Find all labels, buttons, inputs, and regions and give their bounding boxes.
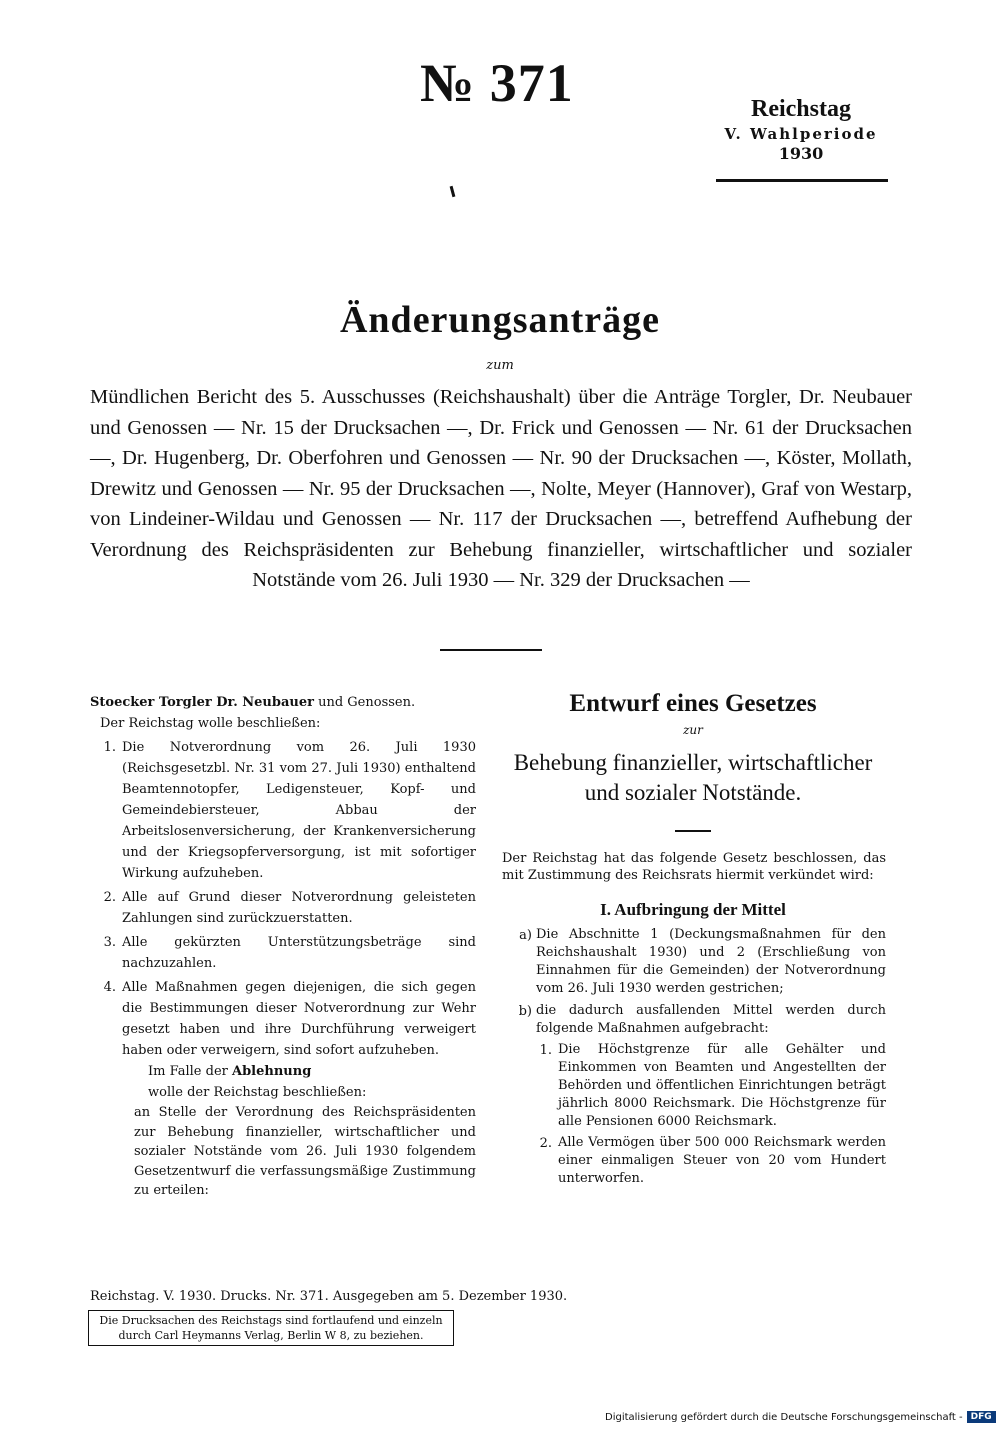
law-divider xyxy=(675,830,711,832)
enactment-clause: Der Reichstag hat das folgende Gesetz beschlossen, das mit Zustimmung des Reichsrats hiermit verkündet wird: xyxy=(502,850,886,883)
sub-list-item xyxy=(500,1041,886,1131)
resolve-line: Der Reichstag wolle beschließen: xyxy=(100,716,321,731)
law-subtitle: Behebung finanzieller, wirtschaftlicher und sozialer Notstände. xyxy=(513,750,873,805)
document-number: № 371 xyxy=(420,53,574,113)
distribution-notice: Die Drucksachen des Reichstags sind fortlaufend und einzeln durch Carl Heymanns Verlag, Berlin W 8, zu beziehen. xyxy=(88,1310,454,1346)
sub-list-item xyxy=(500,1134,886,1188)
list-item xyxy=(90,737,476,884)
center-divider xyxy=(440,649,542,651)
list-item xyxy=(90,887,476,929)
list-item-number: 3. xyxy=(103,935,116,950)
list-item-label: a) xyxy=(519,928,532,943)
sub-list-item-number: 1. xyxy=(539,1043,552,1058)
print-speck xyxy=(450,186,456,197)
list-item-text: die dadurch ausfallenden Mittel werden durch folgende Maßnahmen aufgebracht: xyxy=(536,1003,886,1036)
page-title: Änderungsanträge xyxy=(339,299,661,341)
left-column xyxy=(90,692,476,1201)
section-heading: I. Aufbringung der Mittel xyxy=(600,899,786,919)
list-item xyxy=(90,932,476,974)
right-column xyxy=(500,690,886,1188)
list-item xyxy=(500,1002,886,1038)
list-item-text: Die Notverordnung vom 26. Juli 1930 (Reichsgesetzbl. Nr. 31 vom 27. Juli 1930) enthaltend Beamtennotopfer, Ledigensteuer, Kopf- und Gemeindebiersteuer, Abbau der Arbeitslosenversicherung, der Krankenversicherung und der Kriegsopferversorgung, ist mit sofortiger Wirkung aufzuheben. xyxy=(122,740,476,881)
final-paragraph: an Stelle der Verordnung des Reichspräsidenten zur Behebung finanzieller, wirtschaftlicher und sozialer Notstände vom 26. Juli 1930 folgendem Gesetzentwurf die verfassungsmäßige Zustimmung zu erteilen: xyxy=(134,1105,476,1198)
list-item xyxy=(500,926,886,998)
list-item-number: 4. xyxy=(103,980,116,995)
fallback-prefix: Im Falle der xyxy=(148,1064,228,1079)
dfg-credit-text: Digitalisierung gefördert durch die Deutsche Forschungsgemeinschaft - xyxy=(605,1411,963,1423)
reichstag-year: 1930 xyxy=(778,144,824,163)
fallback-resolve: wolle der Reichstag beschließen: xyxy=(148,1085,367,1100)
list-item xyxy=(90,977,476,1061)
list-item-text: Alle Maßnahmen gegen diejenigen, die sich gegen die Bestimmungen dieser Notverordnung zur Wehr gesetzt haben und ihre Durchführung verweigert haben oder verweigern, sind sofort aufzuheben. xyxy=(122,980,476,1058)
dfg-logo: DFG xyxy=(967,1411,996,1423)
list-item-number: 2. xyxy=(103,890,116,905)
dfg-credit xyxy=(605,1411,996,1423)
reichstag-block xyxy=(712,96,890,163)
sub-list-item-text: Die Höchstgrenze für alle Gehälter und Einkommen von Beamten und Angestellten der Behörden und öffentlichen Einrichtungen beträgt jährlich 8000 Reichsmark. Die Höchstgrenze für alle Pensionen 6000 Reichsmark. xyxy=(558,1042,886,1129)
zum-label: zum xyxy=(486,358,514,373)
sponsors xyxy=(90,692,476,713)
law-zur: zur xyxy=(683,722,703,737)
law-title: Entwurf eines Gesetzes xyxy=(569,690,817,717)
reichstag-period: V. Wahlperiode xyxy=(724,125,878,143)
sub-list-item-text: Alle Vermögen über 500 000 Reichsmark werden einer einmaligen Steuer von 20 vom Hundert unterworfen. xyxy=(558,1135,886,1186)
sponsor-suffix: und Genossen. xyxy=(318,695,416,710)
sub-list-item-number: 2. xyxy=(539,1136,552,1151)
fallback-line xyxy=(90,1061,476,1082)
list-item-text: Alle gekürzten Unterstützungsbeträge sind nachzuzahlen. xyxy=(122,935,476,971)
list-item-text: Die Abschnitte 1 (Deckungsmaßnahmen für den Reichshaushalt 1930) und 2 (Erschließung von Einnahmen für die Gemeinden) der Notverordnung vom 26. Juli 1930 werden gestrichen; xyxy=(536,927,886,996)
report-description: Mündlichen Bericht des 5. Ausschusses (Reichshaushalt) über die Anträge Torgler, Dr. Neubauer und Genossen — Nr. 15 der Drucksachen —, Dr. Frick und Genossen — Nr. 61 der Drucksachen —, Dr. Hugenberg, Dr. Oberfohren und Genossen — Nr. 90 der Drucksachen —, Köster, Mollath, Drewitz und Genossen — Nr. 95 der Drucksachen —, Nolte, Meyer (Hannover), Graf von Westarp, von Lindeiner-Wildau und Genossen — Nr. 117 der Drucksachen —, betreffend Aufhebung der Verordnung des Reichspräsidenten zur Behebung finanzieller, wirtschaftlicher und sozialer Notstände vom 26. Juli 1930 — Nr. 329 der Drucksachen — xyxy=(90,386,912,591)
sponsor-names: Stoecker Torgler Dr. Neubauer xyxy=(90,695,314,710)
fallback-word: Ablehnung xyxy=(232,1064,312,1079)
reichstag-title: Reichstag xyxy=(751,96,851,122)
reichstag-rule xyxy=(716,179,888,182)
list-item-text: Alle auf Grund dieser Notverordnung geleisteten Zahlungen sind zurückzuerstatten. xyxy=(122,890,476,926)
list-item-label: b) xyxy=(518,1004,532,1019)
list-item-number: 1. xyxy=(103,740,116,755)
publication-line: Reichstag. V. 1930. Drucks. Nr. 371. Ausgegeben am 5. Dezember 1930. xyxy=(90,1289,568,1304)
